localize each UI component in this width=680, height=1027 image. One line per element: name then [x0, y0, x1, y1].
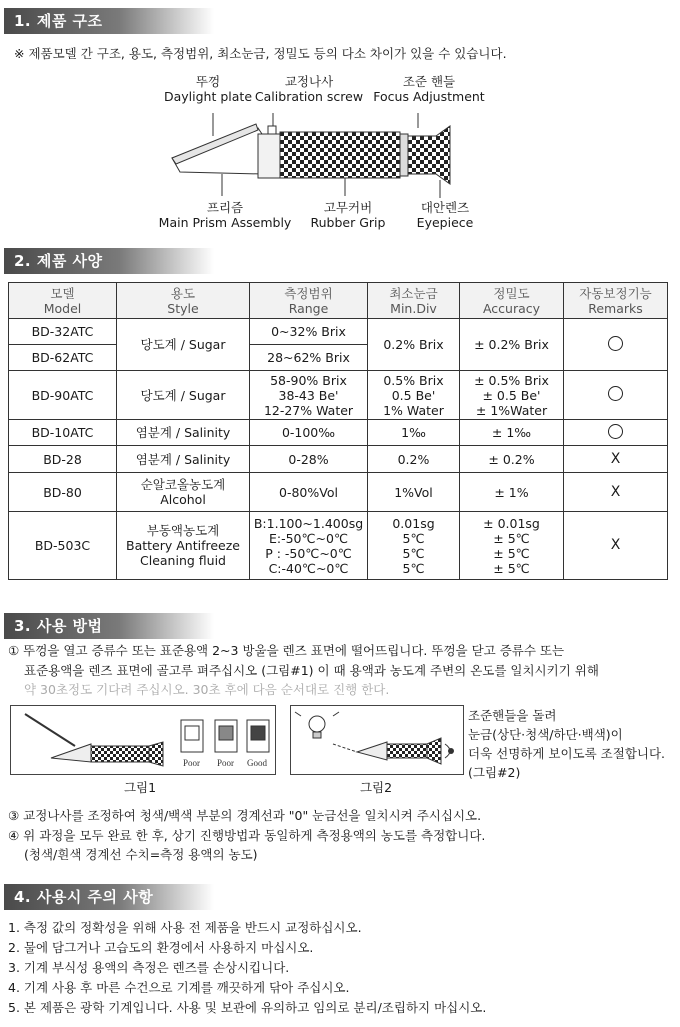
- style-cell: 염분계 / Salinity: [117, 446, 250, 473]
- accuracy-cell: ± 0.5% Brix ± 0.5 Be' ± 1%Water: [460, 371, 564, 420]
- usage-step-4: ④ 위 과정을 모두 완료 한 후, 상기 진행방법과 동일하게 측정용액의 농도를 측정합니다.: [8, 828, 486, 843]
- usage-step-3: ③ 교정나사를 조정하여 청색/백색 부분의 경계선과 "0" 눈금선을 일치시켜 주시십시오.: [8, 808, 482, 823]
- usage-step-1: ① 뚜껑을 열고 증류수 또는 표준용액 2~3 방울을 렌즈 표면에 떨어뜨립니다. 뚜껑을 닫고 증류수 또는: [8, 643, 565, 658]
- accuracy-cell: ± 0.2% Brix: [460, 319, 564, 371]
- main-prism-label: 프리즘 Main Prism Assembly: [158, 200, 292, 230]
- section-title: 2. 제품 사양: [14, 252, 103, 270]
- section-header-spec: [4, 248, 214, 274]
- spec-table: [8, 282, 668, 580]
- div-cell: 0.2%: [368, 446, 460, 473]
- header-remarks: 자동보정기능 Remarks: [564, 283, 668, 319]
- table-row: [9, 371, 668, 420]
- figure-1-caption: 그림1: [123, 780, 157, 795]
- structure-note: ※ 제품모델 간 구조, 용도, 측정범위, 최소눈금, 정밀도 등의 다소 차이가 있을 수 있습니다.: [14, 46, 507, 61]
- model-cell: BD-62ATC: [9, 345, 117, 371]
- table-row: [9, 473, 668, 512]
- div-cell: 0.2% Brix: [368, 319, 460, 371]
- section-title: 1. 제품 구조: [14, 12, 103, 30]
- table-row: [9, 420, 668, 446]
- range-cell: 58-90% Brix 38-43 Be' 12-27% Water: [250, 371, 368, 420]
- remark-cell: X: [564, 446, 668, 473]
- div-cell: 0.5% Brix 0.5 Be' 1% Water: [368, 371, 460, 420]
- caution-item: 5. 본 제품은 광학 기계입니다. 사용 및 보관에 유의하고 임의로 분리/조립하지 마십시오.: [8, 1000, 487, 1015]
- usage-step-1-cont: 표준용액을 렌즈 표면에 골고루 펴주십시오 (그림#1) 이 때 용액과 농도계 주변의 온도를 일치시키기 위해: [24, 663, 599, 678]
- range-cell: 28~62% Brix: [250, 345, 368, 371]
- accuracy-cell: ± 0.2%: [460, 446, 564, 473]
- auto-compensation-circle: [608, 336, 623, 351]
- section-header-structure: [4, 8, 214, 34]
- header-range: 측정범위 Range: [250, 283, 368, 319]
- accuracy-cell: ± 1‰: [460, 420, 564, 446]
- style-cell: 염분계 / Salinity: [117, 420, 250, 446]
- usage-step-2: 조준핸들을 돌려 눈금(상단·청색/하단·백색)이 더욱 선명하게 보이도록 조절합니다. (그림#2): [468, 708, 666, 780]
- figure-1-illustration: [10, 705, 276, 775]
- div-cell: 1%Vol: [368, 473, 460, 512]
- figure-1-label: Poor: [217, 758, 235, 768]
- section-header-usage: [4, 613, 214, 639]
- header-style: 용도 Style: [117, 283, 250, 319]
- range-cell: 0-80%Vol: [250, 473, 368, 512]
- remark-cell: [564, 319, 668, 371]
- usage-step-4-note: (청색/흰색 경계선 수치=측정 용액의 농도): [24, 847, 258, 862]
- figure-1-label: Poor: [183, 758, 201, 768]
- model-cell: BD-32ATC: [9, 319, 117, 345]
- remark-cell: X: [564, 473, 668, 512]
- accuracy-cell: ± 1%: [460, 473, 564, 512]
- range-cell: B:1.100~1.400sg E:-50℃~0℃ P : -50℃~0℃ C:-40℃~0℃: [250, 512, 368, 580]
- model-cell: BD-10ATC: [9, 420, 117, 446]
- daylight-plate-label: 뚜껑 Daylight plate: [163, 74, 253, 104]
- rubber-grip-label: 고무커버 Rubber Grip: [310, 200, 386, 230]
- section-title: 3. 사용 방법: [14, 617, 103, 635]
- lamp-icon: [309, 716, 325, 732]
- div-cell: 0.01sg 5℃ 5℃ 5℃: [368, 512, 460, 580]
- figure-2-caption: 그림2: [359, 780, 393, 795]
- table-row: [9, 319, 668, 345]
- auto-compensation-circle: [608, 386, 623, 401]
- style-cell: 순알코올농도계 Alcohol: [117, 473, 250, 512]
- table-header-row: [9, 283, 668, 319]
- caution-item: 4. 기계 사용 후 마른 수건으로 기계를 깨끗하게 닦아 주십시오.: [8, 980, 350, 995]
- remark-cell: [564, 420, 668, 446]
- figure-2-illustration: [290, 705, 464, 775]
- table-row: [9, 446, 668, 473]
- remark-cell: X: [564, 512, 668, 580]
- range-cell: 0~32% Brix: [250, 319, 368, 345]
- model-cell: BD-503C: [9, 512, 117, 580]
- section-header-cautions: [4, 884, 214, 910]
- div-cell: 1‰: [368, 420, 460, 446]
- model-cell: BD-80: [9, 473, 117, 512]
- header-min-div: 최소눈금 Min.Div: [368, 283, 460, 319]
- eyepiece-label: 대안렌즈 Eyepiece: [416, 200, 474, 230]
- usage-step-1-cont: 약 30초정도 기다려 주십시오. 30초 후에 다음 순서대로 진행 한다.: [24, 682, 390, 697]
- header-accuracy: 정밀도 Accuracy: [460, 283, 564, 319]
- style-cell: 당도계 / Sugar: [117, 319, 250, 371]
- focus-adjustment-label: 조준 핸들 Focus Adjustment: [373, 74, 485, 104]
- section-title: 4. 사용시 주의 사항: [14, 888, 154, 906]
- header-model: 모델 Model: [9, 283, 117, 319]
- style-cell: 당도계 / Sugar: [117, 371, 250, 420]
- calibration-screw-label: 교정나사 Calibration screw: [254, 74, 364, 104]
- figure-1-label: Good: [247, 758, 267, 768]
- range-cell: 0-28%: [250, 446, 368, 473]
- model-cell: BD-90ATC: [9, 371, 117, 420]
- caution-item: 2. 물에 담그거나 고습도의 환경에서 사용하지 마십시오.: [8, 940, 314, 955]
- auto-compensation-circle: [608, 424, 623, 439]
- range-cell: 0-100‰: [250, 420, 368, 446]
- remark-cell: [564, 371, 668, 420]
- style-cell: 부동액농도계 Battery Antifreeze Cleaning fluid: [117, 512, 250, 580]
- caution-item: 3. 기계 부식성 용액의 측정은 렌즈를 손상시킵니다.: [8, 960, 290, 975]
- model-cell: BD-28: [9, 446, 117, 473]
- accuracy-cell: ± 0.01sg ± 5℃ ± 5℃ ± 5℃: [460, 512, 564, 580]
- table-row: [9, 512, 668, 580]
- caution-item: 1. 측정 값의 정확성을 위해 사용 전 제품을 반드시 교정하십시오.: [8, 920, 362, 935]
